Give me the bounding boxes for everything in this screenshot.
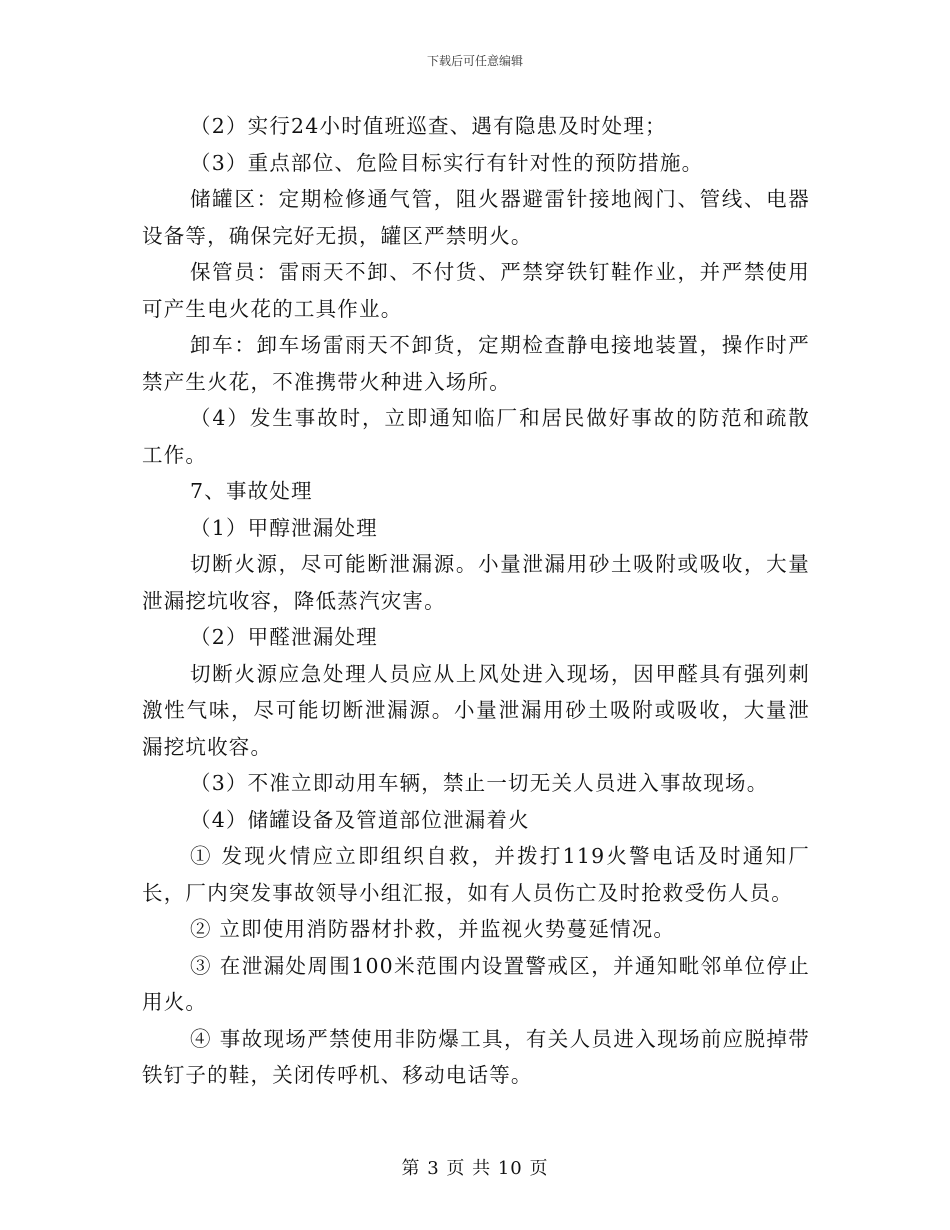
list-item: ① 发现火情应立即组织自救，并拨打119火警电话及时通知厂长，厂内突发事故领导小组汇报，如有人员伤亡及时抢救受伤人员。 — [142, 844, 810, 905]
paragraph: 储罐区：定期检修通气管，阻火器避雷针接地阀门、管线、电器设备等，确保完好无损，罐区严禁明火。 — [142, 187, 810, 248]
subsection-heading: （1）甲醇泄漏处理 — [190, 515, 378, 540]
list-item: ③ 在泄漏处周围100米范围内设置警戒区，并通知毗邻单位停止用火。 — [142, 953, 810, 1014]
document-body — [142, 108, 810, 1094]
paragraph: （3）重点部位、危险目标实行有针对性的预防措施。 — [190, 150, 704, 175]
page-header: 下载后可任意编辑 — [426, 54, 523, 68]
page-footer: 第 3 页 共 10 页 — [401, 1158, 549, 1179]
list-item: ④ 事故现场严禁使用非防爆工具，有关人员进入现场前应脱掉带铁钉子的鞋，关闭传呼机、移动电话等。 — [142, 1026, 810, 1087]
subsection-heading: （4）储罐设备及管道部位泄漏着火 — [190, 807, 530, 832]
section-heading: 7、事故处理 — [190, 479, 313, 503]
paragraph: （2）实行24小时值班巡查、遇有隐患及时处理； — [190, 114, 667, 138]
paragraph: （4）发生事故时，立即通知临厂和居民做好事故的防范和疏散工作。 — [142, 406, 810, 467]
paragraph: 切断火源应急处理人员应从上风处进入现场，因甲醛具有强列刺激性气味，尽可能切断泄漏源。小量泄漏用砂土吸附或吸收，大量泄漏挖坑收容。 — [142, 661, 810, 759]
paragraph: （3）不准立即动用车辆，禁止一切无关人员进入事故现场。 — [190, 771, 769, 795]
paragraph: 保管员：雷雨天不卸、不付货、严禁穿铁钉鞋作业，并严禁使用可产生电火花的工具作业。 — [142, 260, 810, 321]
paragraph: 切断火源，尽可能断泄漏源。小量泄漏用砂土吸附或吸收，大量泄漏挖坑收容，降低蒸汽灾害。 — [142, 552, 810, 613]
list-item: ② 立即使用消防器材扑救，并监视火势蔓延情况。 — [190, 917, 676, 941]
paragraph: 卸车：卸车场雷雨天不卸货，定期检查静电接地装置，操作时严禁产生火花，不准携带火种进入场所。 — [142, 333, 810, 394]
subsection-heading: （2）甲醛泄漏处理 — [190, 625, 378, 649]
